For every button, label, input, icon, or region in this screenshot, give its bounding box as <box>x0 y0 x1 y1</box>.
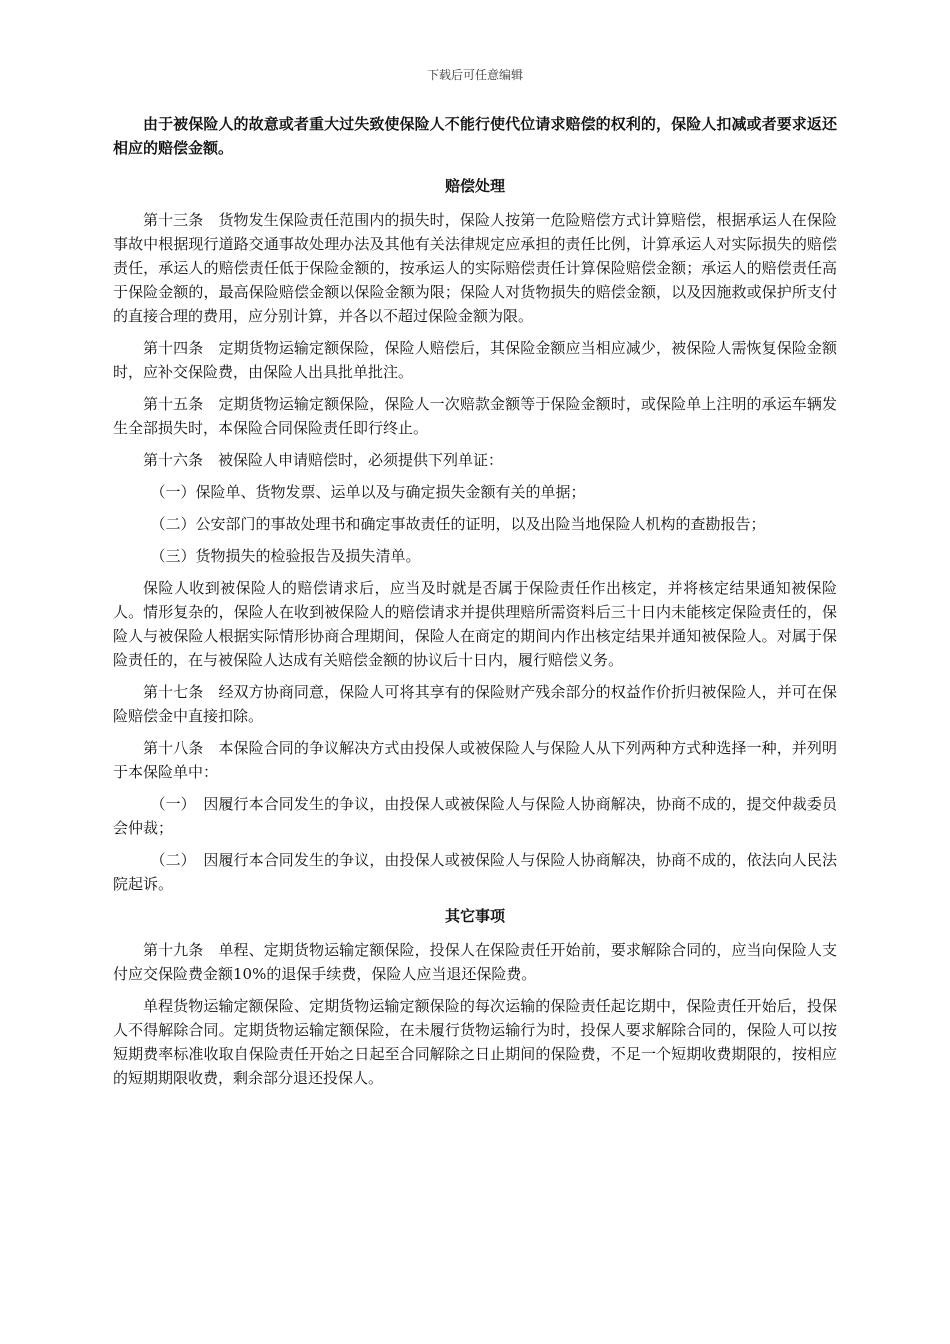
document-body <box>113 112 837 1098</box>
intro-paragraph: 由于被保险人的故意或者重大过失致使保险人不能行使代位请求赔偿的权利的，保险人扣减或者要求返还相应的赔偿金额。 <box>113 115 837 157</box>
article-13: 第十三条 货物发生保险责任范围内的损失时，保险人按第一危险赔偿方式计算赔偿，根据承运人在保险事故中根据现行道路交通事故处理办法及其他有关法律规定应承担的责任比例，计算承运人对实际损失的赔偿责任，承运人的赔偿责任低于保险金额的，按承运人的实际赔偿责任计算保险赔偿金额；承运人的赔偿责任高于保险金额的，最高保险赔偿金额以保险金额为限；保险人对货物损失的赔偿金额，以及因施救或保护所支付的直接合理的费用，应分别计算，并各以不超过保险金额为限。 <box>113 211 837 325</box>
article-18-item-1: （一） 因履行本合同发生的争议，由投保人或被保险人与保险人协商解决，协商不成的，提交仲裁委员会仲裁； <box>113 795 837 837</box>
article-14: 第十四条 定期货物运输定额保险，保险人赔偿后，其保险金额应当相应减少，被保险人需恢复保险金额时，应补交保险费，由保险人出具批单批注。 <box>113 339 837 381</box>
article-19: 第十九条 单程、定期货物运输定额保险，投保人在保险责任开始前，要求解除合同的，应当向保险人支付应交保险费金额10%的退保手续费，保险人应当退还保险费。 <box>113 941 837 983</box>
section-title-other: 其它事项 <box>444 907 505 925</box>
cancellation-paragraph: 单程货物运输定额保险、定期货物运输定额保险的每次运输的保险责任起讫期中，保险责任开始后，投保人不得解除合同。定期货物运输定额保险，在未履行货物运输行为时，投保人要求解除合同的，保险人可以按短期费率标准收取自保险责任开始之日起至合同解除之日止期间的保险费，不足一个短期收费期限的，按相应的短期期限收费，剩余部分退还投保人。 <box>113 997 837 1087</box>
page-header: 下载后可任意编辑 <box>426 68 523 82</box>
article-16-item-3: （三）货物损失的检验报告及损失清单。 <box>150 547 421 565</box>
article-17: 第十七条 经双方协商同意，保险人可将其享有的保险财产残余部分的权益作价折归被保险人，并可在保险赔偿金中直接扣除。 <box>113 683 837 725</box>
article-16-item-1: （一）保险单、货物发票、运单以及与确定损失金额有关的单据； <box>150 483 586 501</box>
article-15: 第十五条 定期货物运输定额保险，保险人一次赔款金额等于保险金额时，或保险单上注明的承运车辆发生全部损失时，本保险合同保险责任即行终止。 <box>113 395 837 437</box>
section-title-claims: 赔偿处理 <box>444 177 505 195</box>
article-18-item-2: （二） 因履行本合同发生的争议，由投保人或被保险人与保险人协商解决，协商不成的，依法向人民法院起诉。 <box>113 851 837 893</box>
claim-verification-paragraph: 保险人收到被保险人的赔偿请求后，应当及时就是否属于保险责任作出核定，并将核定结果通知被保险人。情形复杂的，保险人在收到被保险人的赔偿请求并提供理赔所需资料后三十日内未能核定保险责任的，保险人与被保险人根据实际情形协商合理期间，保险人在商定的期间内作出核定结果并通知被保险人。对属于保险责任的，在与被保险人达成有关赔偿金额的协议后十日内，履行赔偿义务。 <box>113 579 837 669</box>
article-16: 第十六条 被保险人申请赔偿时，必须提供下列单证： <box>143 451 504 469</box>
article-18: 第十八条 本保险合同的争议解决方式由投保人或被保险人与保险人从下列两种方式种选择一种，并列明于本保险单中： <box>113 739 837 781</box>
article-16-item-2: （二）公安部门的事故处理书和确定事故责任的证明，以及出险当地保险人机构的查勘报告； <box>150 515 766 533</box>
